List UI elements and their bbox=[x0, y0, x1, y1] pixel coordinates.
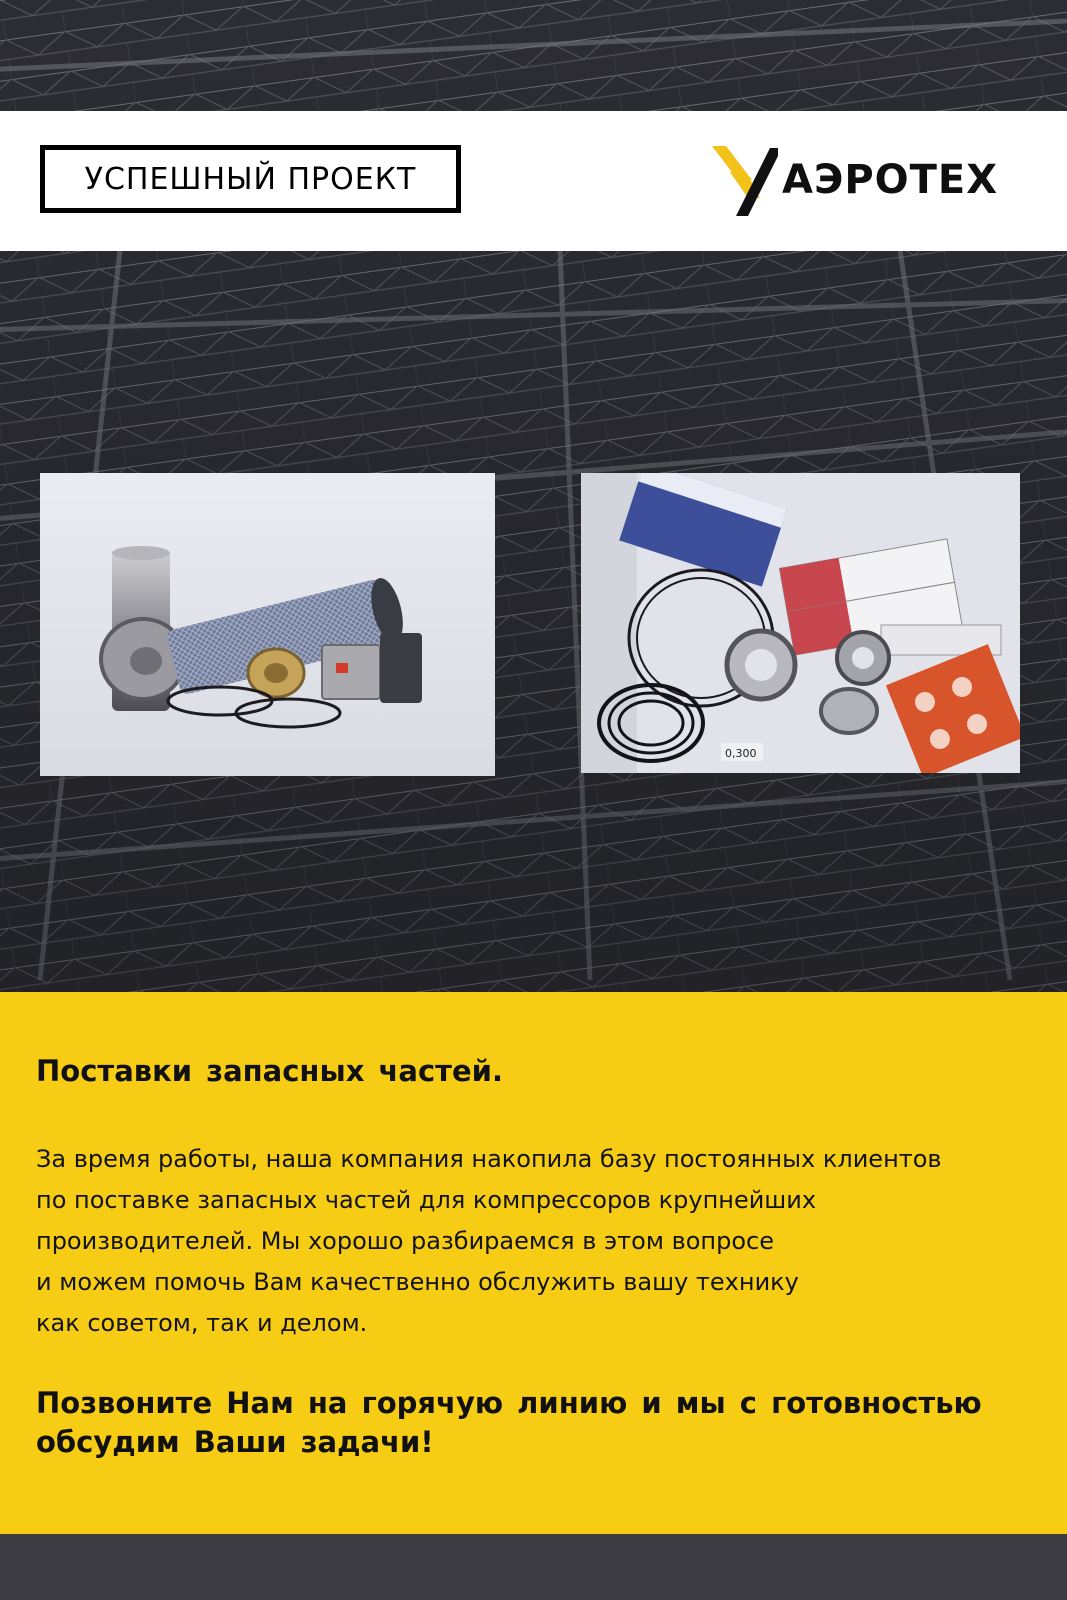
logo-text: АЭРОТЕХ bbox=[782, 157, 999, 203]
body-line: производителей. Мы хорошо разбираемся в этом вопросе bbox=[36, 1227, 774, 1255]
panel-body bbox=[36, 1139, 1036, 1344]
cta-line: обсудим Ваши задачи! bbox=[36, 1425, 434, 1459]
bag-label: 0,300 bbox=[725, 747, 757, 760]
call-to-action bbox=[36, 1384, 1026, 1462]
badge-label: УСПЕШНЫЙ ПРОЕКТ bbox=[84, 161, 417, 197]
cta-line: Позвоните Нам на горячую линию и мы с готовностью bbox=[36, 1386, 982, 1420]
body-line: как советом, так и делом. bbox=[36, 1309, 368, 1337]
successful-project-badge bbox=[40, 145, 461, 213]
body-line: по поставке запасных частей для компрессоров крупнейших bbox=[36, 1186, 817, 1214]
panel-title: Поставки запасных частей. bbox=[36, 1054, 503, 1088]
body-line: За время работы, наша компания накопила базу постоянных клиентов bbox=[36, 1145, 942, 1173]
chevron-logo-icon bbox=[708, 140, 778, 220]
body-line: и можем помочь Вам качественно обслужить вашу технику bbox=[36, 1268, 799, 1296]
bearings-and-seals-photo bbox=[581, 473, 1020, 773]
company-logo bbox=[708, 140, 998, 220]
filters-and-compressor-parts-photo bbox=[40, 473, 495, 776]
